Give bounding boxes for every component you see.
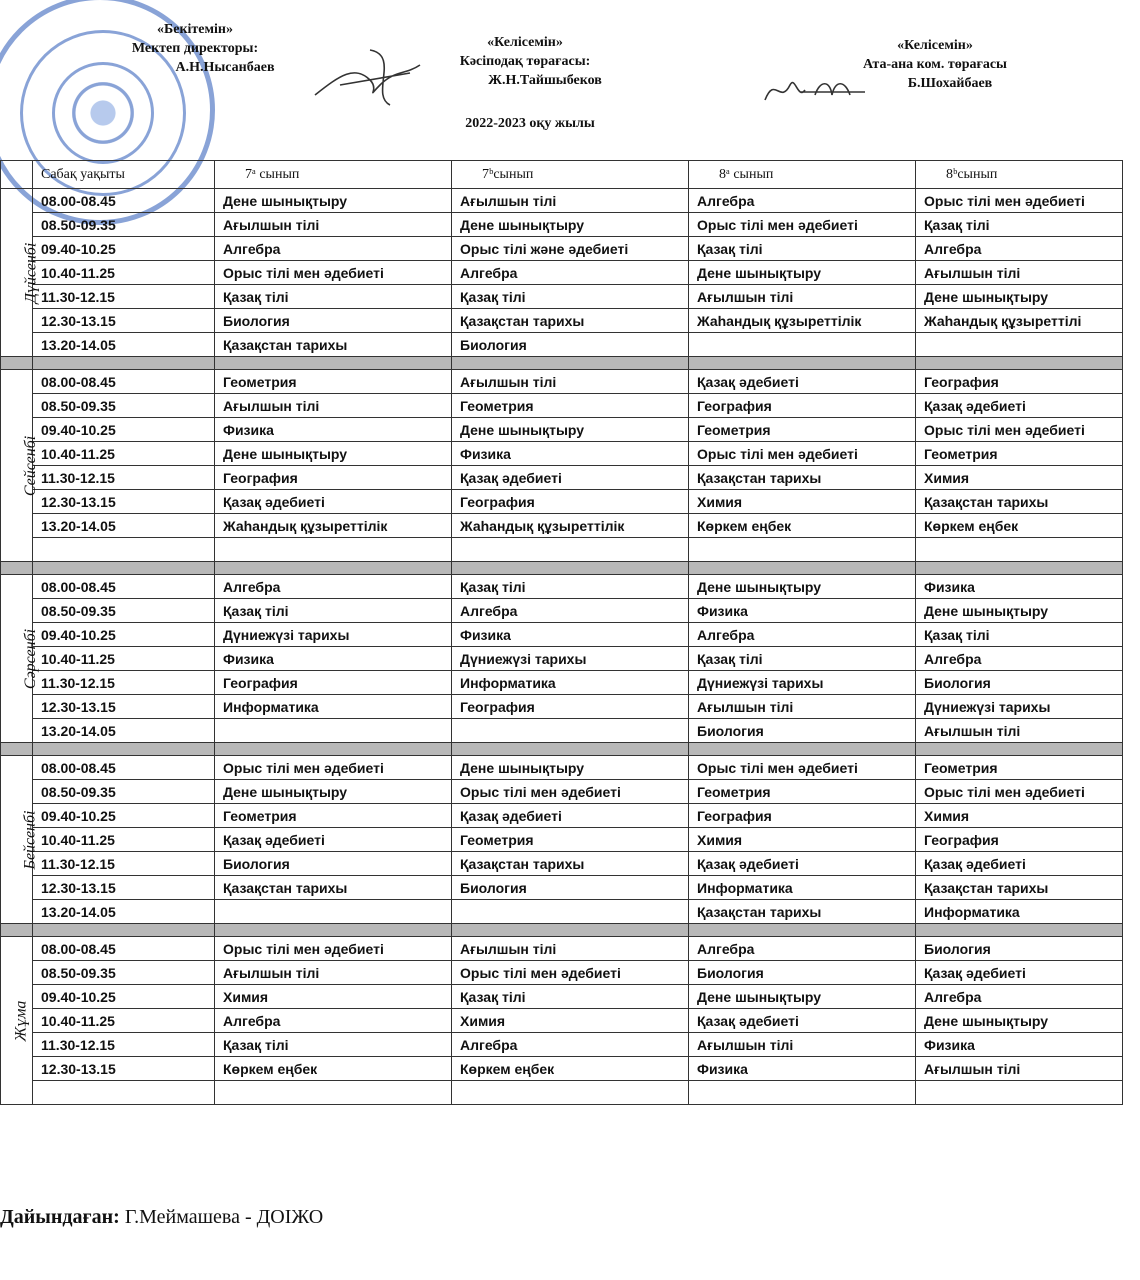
approval-block-director (95, 20, 295, 77)
subject-cell: Биология (689, 961, 916, 985)
separator-cell (215, 357, 452, 370)
time-cell: 08.50-09.35 (33, 599, 215, 623)
subject-cell: Қазақ әдебиеті (689, 852, 916, 876)
time-cell: 08.50-09.35 (33, 961, 215, 985)
separator-cell (689, 924, 916, 937)
day-header (1, 161, 33, 189)
subject-cell: Химия (452, 1009, 689, 1033)
day-cell (1, 575, 40, 743)
subject-cell: Қазақ тілі (452, 285, 689, 309)
subject-cell: Дене шынықтыру (689, 575, 916, 599)
subject-cell: Қазақстан тарихы (916, 876, 1123, 900)
subject-cell (452, 538, 689, 562)
subject-cell (452, 900, 689, 924)
table-row (1, 333, 1123, 357)
subject-cell: Қазақ тілі (452, 985, 689, 1009)
separator-cell (689, 743, 916, 756)
parents-role: Ата-ана ком. төрағасы (862, 57, 1007, 72)
subject-cell: Қазақ тілі (689, 237, 916, 261)
separator-cell (452, 357, 689, 370)
table-row (1, 719, 1123, 743)
subject-cell: География (215, 671, 452, 695)
director-title: «Бекітемін» (156, 22, 233, 37)
subject-cell: Орыс тілі мен әдебиеті (916, 780, 1123, 804)
table-row (1, 599, 1123, 623)
subject-cell (452, 1081, 689, 1105)
time-cell: 10.40-11.25 (33, 261, 215, 285)
column-header: 7ᵇсынып (452, 161, 689, 189)
table-row (1, 623, 1123, 647)
day-separator (1, 743, 1123, 756)
subject-cell: Ағылшын тілі (689, 695, 916, 719)
subject-cell: География (916, 828, 1123, 852)
subject-cell: Қазақстан тарихы (452, 309, 689, 333)
subject-cell: География (215, 466, 452, 490)
subject-cell: Алгебра (916, 985, 1123, 1009)
table-row (1, 309, 1123, 333)
subject-cell: География (452, 490, 689, 514)
approval-block-union (410, 33, 640, 90)
subject-cell: Дене шынықтыру (215, 442, 452, 466)
prepared-by-name: Г.Меймашева - ДОІЖО (124, 1206, 324, 1228)
subject-cell (916, 1081, 1123, 1105)
subject-cell: Жаһандық құзыреттілік (689, 309, 916, 333)
subject-cell: Ағылшын тілі (452, 370, 689, 394)
table-row (1, 876, 1123, 900)
separator-cell (215, 743, 452, 756)
subject-cell: Қазақ әдебиеті (916, 852, 1123, 876)
subject-cell: Орыс тілі мен әдебиеті (916, 189, 1123, 213)
table-row (1, 985, 1123, 1009)
subject-cell: Дене шынықтыру (916, 599, 1123, 623)
parents-title: «Келісемін» (897, 38, 973, 53)
table-row (1, 961, 1123, 985)
day-label: Сәрсенбі (22, 628, 40, 689)
subject-cell: Көркем еңбек (452, 1057, 689, 1081)
subject-cell: Биология (916, 671, 1123, 695)
subject-cell: Жаһандық құзыреттілік (452, 514, 689, 538)
subject-cell: Геометрия (452, 828, 689, 852)
day-separator (1, 562, 1123, 575)
subject-cell: Көркем еңбек (689, 514, 916, 538)
subject-cell: Жаһандық құзыреттілік (215, 514, 452, 538)
day-separator (1, 357, 1123, 370)
subject-cell: Қазақстан тарихы (916, 490, 1123, 514)
table-row (1, 213, 1123, 237)
subject-cell: Информатика (916, 900, 1123, 924)
time-cell: 12.30-13.15 (33, 1057, 215, 1081)
subject-cell: Ағылшын тілі (916, 1057, 1123, 1081)
time-cell: 11.30-12.15 (33, 671, 215, 695)
union-role: Кәсіподақ төрағасы: (459, 54, 591, 69)
subject-cell: Қазақ тілі (215, 599, 452, 623)
time-cell: 11.30-12.15 (33, 1033, 215, 1057)
subject-cell (689, 333, 916, 357)
subject-cell: Дене шынықтыру (689, 261, 916, 285)
subject-cell (215, 900, 452, 924)
emblem-icon (52, 62, 154, 164)
subject-cell: Геометрия (215, 370, 452, 394)
time-cell: 08.50-09.35 (33, 213, 215, 237)
day-label: Сейсенбі (22, 435, 40, 496)
subject-cell: Физика (452, 442, 689, 466)
day-cell (1, 189, 40, 357)
column-header: 8ᵇсынып (916, 161, 1123, 189)
time-cell: 12.30-13.15 (33, 695, 215, 719)
separator-cell (916, 924, 1123, 937)
subject-cell: Дене шынықтыру (916, 285, 1123, 309)
subject-cell: Дене шынықтыру (452, 213, 689, 237)
table-row (1, 490, 1123, 514)
subject-cell: Алгебра (916, 237, 1123, 261)
subject-cell: Орыс тілі мен әдебиеті (452, 780, 689, 804)
subject-cell: Алгебра (215, 237, 452, 261)
subject-cell: Дене шынықтыру (916, 1009, 1123, 1033)
subject-cell: Дене шынықтыру (452, 418, 689, 442)
table-row (1, 575, 1123, 599)
separator-cell (33, 562, 215, 575)
table-row (1, 852, 1123, 876)
time-cell: 09.40-10.25 (33, 804, 215, 828)
time-cell: 09.40-10.25 (33, 237, 215, 261)
day-cell (1, 937, 33, 1105)
time-cell: 11.30-12.15 (33, 466, 215, 490)
time-cell: 08.00-08.45 (33, 370, 215, 394)
subject-cell: Орыс тілі мен әдебиеті (916, 418, 1123, 442)
subject-cell: География (452, 695, 689, 719)
day-cell (1, 370, 40, 562)
table-row (1, 261, 1123, 285)
time-cell: 12.30-13.15 (33, 309, 215, 333)
director-name: А.Н.Нысанбаев (175, 60, 275, 75)
union-title: «Келісемін» (487, 35, 563, 50)
subject-cell: Қазақ әдебиеті (689, 1009, 916, 1033)
time-cell (33, 1081, 215, 1105)
subject-cell: Орыс тілі мен әдебиеті (689, 756, 916, 780)
subject-cell: Орыс тілі мен әдебиеті (452, 961, 689, 985)
subject-cell: Физика (689, 1057, 916, 1081)
subject-cell: Қазақ әдебиеті (452, 804, 689, 828)
subject-cell: Информатика (452, 671, 689, 695)
subject-cell: Физика (916, 575, 1123, 599)
subject-cell: Дене шынықтыру (215, 780, 452, 804)
subject-cell: Геометрия (916, 756, 1123, 780)
time-cell: 13.20-14.05 (33, 514, 215, 538)
column-header: Сабақ уақыты (33, 161, 215, 189)
subject-cell: Қазақ тілі (215, 1033, 452, 1057)
parents-name: Б.Шохайбаев (907, 76, 993, 91)
column-header: 8ᵃ сынып (689, 161, 916, 189)
subject-cell: Жаһандық құзыреттілі (916, 309, 1123, 333)
table-row (1, 1033, 1123, 1057)
union-signature (310, 45, 430, 110)
time-cell: 08.00-08.45 (33, 189, 215, 213)
separator-cell (33, 743, 215, 756)
time-cell: 08.00-08.45 (33, 937, 215, 961)
column-header: 7ᵃ сынып (215, 161, 452, 189)
subject-cell: Ағылшын тілі (916, 261, 1123, 285)
subject-cell (916, 333, 1123, 357)
subject-cell: Дүниежүзі тарихы (452, 647, 689, 671)
time-cell: 13.20-14.05 (33, 333, 215, 357)
time-cell: 10.40-11.25 (33, 647, 215, 671)
subject-cell: Химия (215, 985, 452, 1009)
separator-cell (452, 924, 689, 937)
time-cell: 10.40-11.25 (33, 442, 215, 466)
subject-cell: Дүниежүзі тарихы (916, 695, 1123, 719)
subject-cell: Орыс тілі мен әдебиеті (689, 213, 916, 237)
subject-cell: Қазақ тілі (689, 647, 916, 671)
time-cell: 08.00-08.45 (33, 575, 215, 599)
schedule-header-row (1, 161, 1123, 189)
subject-cell: Геометрия (452, 394, 689, 418)
subject-cell: Қазақстан тарихы (689, 900, 916, 924)
day-cell (1, 756, 39, 924)
subject-cell: Қазақ әдебиеті (215, 828, 452, 852)
subject-cell: Алгебра (452, 1033, 689, 1057)
subject-cell: Алгебра (215, 575, 452, 599)
separator-cell (215, 924, 452, 937)
day-label: Жұма (12, 1000, 30, 1041)
subject-cell: Физика (215, 647, 452, 671)
table-row (1, 466, 1123, 490)
subject-cell: Биология (689, 719, 916, 743)
time-cell: 08.00-08.45 (33, 756, 215, 780)
table-row (1, 285, 1123, 309)
schedule-table (0, 160, 1123, 1105)
time-cell: 10.40-11.25 (33, 828, 215, 852)
table-row (1, 394, 1123, 418)
parents-signature (760, 70, 870, 110)
separator-cell (1, 357, 33, 370)
time-cell: 11.30-12.15 (33, 285, 215, 309)
subject-cell: Биология (916, 937, 1123, 961)
subject-cell: Дене шынықтыру (452, 756, 689, 780)
time-cell (33, 538, 215, 562)
subject-cell: Дене шынықтыру (215, 189, 452, 213)
table-row (1, 900, 1123, 924)
subject-cell: География (689, 394, 916, 418)
subject-cell: Алгебра (916, 647, 1123, 671)
separator-cell (33, 924, 215, 937)
subject-cell: Орыс тілі мен әдебиеті (215, 261, 452, 285)
subject-cell: Физика (916, 1033, 1123, 1057)
day-separator (1, 924, 1123, 937)
subject-cell: Алгебра (215, 1009, 452, 1033)
academic-year: 2022-2023 оқу жылы (465, 116, 595, 131)
subject-cell: Қазақ тілі (452, 575, 689, 599)
subject-cell: Көркем еңбек (215, 1057, 452, 1081)
subject-cell (689, 538, 916, 562)
subject-cell: Биология (452, 876, 689, 900)
table-row (1, 1081, 1123, 1105)
subject-cell (452, 719, 689, 743)
subject-cell: Қазақ тілі (916, 213, 1123, 237)
subject-cell: Орыс тілі мен әдебиеті (215, 937, 452, 961)
subject-cell: Алгебра (452, 599, 689, 623)
subject-cell: Қазақ әдебиеті (916, 961, 1123, 985)
subject-cell: Қазақ әдебиеті (916, 394, 1123, 418)
subject-cell: Қазақстан тарихы (215, 333, 452, 357)
time-cell: 13.20-14.05 (33, 719, 215, 743)
subject-cell: Химия (689, 828, 916, 852)
subject-cell: Көркем еңбек (916, 514, 1123, 538)
separator-cell (689, 562, 916, 575)
subject-cell: Ағылшын тілі (215, 961, 452, 985)
table-row (1, 514, 1123, 538)
table-row (1, 695, 1123, 719)
separator-cell (689, 357, 916, 370)
time-cell: 08.50-09.35 (33, 780, 215, 804)
subject-cell: Ағылшын тілі (689, 1033, 916, 1057)
subject-cell: Алгебра (452, 261, 689, 285)
time-cell: 11.30-12.15 (33, 852, 215, 876)
separator-cell (452, 743, 689, 756)
prepared-by (0, 1206, 323, 1229)
time-cell: 09.40-10.25 (33, 985, 215, 1009)
prepared-by-label: Дайындаған: (0, 1206, 120, 1228)
subject-cell: Дүниежүзі тарихы (689, 671, 916, 695)
subject-cell: Физика (452, 623, 689, 647)
separator-cell (1, 562, 33, 575)
subject-cell: Дене шынықтыру (689, 985, 916, 1009)
table-row (1, 1009, 1123, 1033)
time-cell: 09.40-10.25 (33, 418, 215, 442)
subject-cell: Геометрия (689, 780, 916, 804)
separator-cell (916, 562, 1123, 575)
subject-cell: Қазақ тілі (215, 285, 452, 309)
separator-cell (916, 743, 1123, 756)
director-role: Мектеп директоры: (131, 41, 259, 56)
separator-cell (452, 562, 689, 575)
time-cell: 10.40-11.25 (33, 1009, 215, 1033)
subject-cell: Химия (689, 490, 916, 514)
subject-cell: Қазақ әдебиеті (452, 466, 689, 490)
table-row (1, 828, 1123, 852)
separator-cell (215, 562, 452, 575)
union-name: Ж.Н.Тайшыбеков (488, 73, 602, 88)
subject-cell (215, 538, 452, 562)
table-row (1, 442, 1123, 466)
table-row (1, 756, 1123, 780)
separator-cell (916, 357, 1123, 370)
subject-cell: Биология (215, 309, 452, 333)
subject-cell: Химия (916, 466, 1123, 490)
table-row (1, 671, 1123, 695)
subject-cell: Қазақстан тарихы (215, 876, 452, 900)
table-row (1, 189, 1123, 213)
subject-cell: Қазақстан тарихы (452, 852, 689, 876)
table-row (1, 418, 1123, 442)
subject-cell: Информатика (215, 695, 452, 719)
subject-cell: Физика (689, 599, 916, 623)
subject-cell (689, 1081, 916, 1105)
subject-cell: Алгебра (689, 189, 916, 213)
subject-cell: Қазақ әдебиеті (689, 370, 916, 394)
time-cell: 09.40-10.25 (33, 623, 215, 647)
subject-cell: Орыс тілі және әдебиеті (452, 237, 689, 261)
table-row (1, 538, 1123, 562)
subject-cell: Қазақ әдебиеті (215, 490, 452, 514)
subject-cell: Ағылшын тілі (215, 213, 452, 237)
subject-cell (916, 538, 1123, 562)
table-row (1, 647, 1123, 671)
subject-cell: Ағылшын тілі (916, 719, 1123, 743)
subject-cell: Геометрия (916, 442, 1123, 466)
subject-cell: Химия (916, 804, 1123, 828)
separator-cell (1, 924, 33, 937)
separator-cell (1, 743, 33, 756)
subject-cell (215, 1081, 452, 1105)
time-cell: 13.20-14.05 (33, 900, 215, 924)
subject-cell: Орыс тілі мен әдебиеті (215, 756, 452, 780)
separator-cell (33, 357, 215, 370)
subject-cell: Дүниежүзі тарихы (215, 623, 452, 647)
table-row (1, 237, 1123, 261)
subject-cell: Биология (452, 333, 689, 357)
table-row (1, 780, 1123, 804)
subject-cell: Қазақ тілі (916, 623, 1123, 647)
subject-cell: Ағылшын тілі (452, 189, 689, 213)
subject-cell: География (689, 804, 916, 828)
table-row (1, 370, 1123, 394)
table-row (1, 804, 1123, 828)
subject-cell: Геометрия (215, 804, 452, 828)
subject-cell: Информатика (689, 876, 916, 900)
subject-cell: Ағылшын тілі (689, 285, 916, 309)
time-cell: 08.50-09.35 (33, 394, 215, 418)
subject-cell: Орыс тілі мен әдебиеті (689, 442, 916, 466)
subject-cell: Геометрия (689, 418, 916, 442)
day-label: Дүйсенбі (22, 242, 40, 303)
time-cell: 12.30-13.15 (33, 876, 215, 900)
day-label: Бейсенбі (21, 810, 39, 869)
subject-cell: Ағылшын тілі (452, 937, 689, 961)
subject-cell: Физика (215, 418, 452, 442)
subject-cell (215, 719, 452, 743)
subject-cell: Қазақстан тарихы (689, 466, 916, 490)
table-row (1, 1057, 1123, 1081)
subject-cell: Биология (215, 852, 452, 876)
subject-cell: Алгебра (689, 623, 916, 647)
time-cell: 12.30-13.15 (33, 490, 215, 514)
subject-cell: География (916, 370, 1123, 394)
subject-cell: Ағылшын тілі (215, 394, 452, 418)
subject-cell: Алгебра (689, 937, 916, 961)
table-row (1, 937, 1123, 961)
